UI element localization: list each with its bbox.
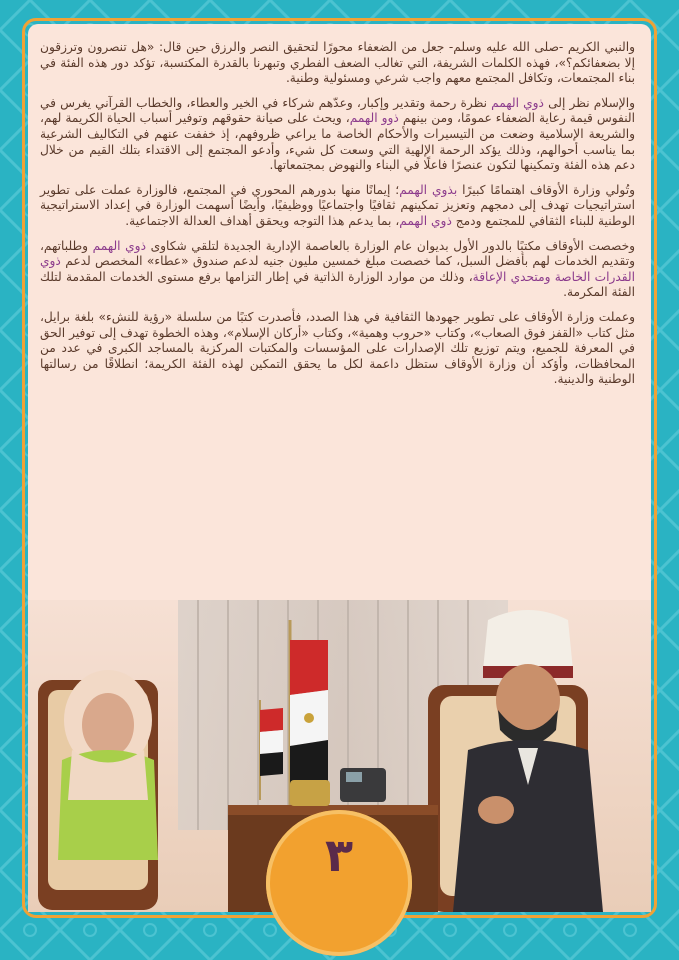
text-segment: ، ويحث على صيانة حقوقهم وتوفير أسباب الحياة الكريمة لهم، والشريعة الإسلامية وضعت من التيسيرات والأحكام الخاصة ما يراعي ظروفهم، إذ خففت عنهم في التكاليف الشرعية بما يناسب أحوالهم، وذلك يؤكد الرحمة الإلهية التي وسعت كل شيء، وأدعو المجتمع إلى الاقتداء بتلك القيم من خلال دعم هذه الفئة وتمكينها لتكون عنصرًا فاعلًا في البناء والنهوض بمجتمعاتها. bbox=[40, 111, 635, 173]
text-segment: والإسلام نظر إلى bbox=[543, 95, 635, 110]
text-segment: وتُولي وزارة الأوقاف اهتمامًا كبيرًا bbox=[457, 182, 635, 197]
text-segment: نظرة رحمة وتقدير وإكبار، وعدّهم شركاء في الخير والعطاء، والخطاب القرآني يغرس في النفوس قيمة رعاية الضعفاء عمومًا، ومن بينهم bbox=[40, 95, 635, 126]
highlighted-term: بذوي الهمم bbox=[399, 182, 458, 197]
text-segment: وخصصت الأوقاف مكتبًا بالدور الأول بديوان عام الوزارة بالعاصمة الإدارية الجديدة لتلقي شكاوى bbox=[146, 238, 635, 253]
highlighted-term: ذوي الهمم bbox=[92, 238, 146, 253]
article-body bbox=[40, 40, 635, 397]
paragraph-2 bbox=[40, 96, 635, 174]
paragraph-1 bbox=[40, 40, 635, 87]
highlighted-term: ذوي الهمم bbox=[491, 95, 544, 110]
highlighted-term: ذوو الهمم bbox=[349, 111, 399, 126]
highlighted-term: ذوي القدرات الخاصة ومتحدي الإعاقة bbox=[40, 254, 635, 284]
text-segment: وطلباتهم، وتقديم الخدمات لهم بأفضل السبل، كما خصصت مبلغ خمسين مليون جنيه لدعم صندوق «عطاء» المخصص لدعم bbox=[40, 238, 635, 269]
paragraph-3 bbox=[40, 183, 635, 230]
paragraph-4 bbox=[40, 239, 635, 301]
text-segment: ، وذلك من موارد الوزارة الذاتية في إطار التزامها برفع مستوى الخدمات المقدمة لتلك الفئة المكرمة. bbox=[40, 269, 635, 300]
text-segment: ؛ إيمانًا منها بدورهم المحوري في المجتمع، فالوزارة عملت على تطوير استراتيجيات تهدف إلى دمجهم وتعزيز تمكينهم ثقافيًا واجتماعيًا ووظيفيًا، وأيضًا أسهمت الوزارة في إعداد الاستراتيجية الوطنية للبناء الثقافي للمجتمع ودمج bbox=[40, 182, 635, 228]
text-segment: والنبي الكريم -صلى الله عليه وسلم- جعل من الضعفاء محورًا لتحقيق النصر والرزق حين قال: «هل تنصرون وترزقون إلا بضعفائكم؟»، فهذه الكلمات الشريفة، التي تغالب الضعف الفطري وتبهرنا بالقدرة المكتسبة، تؤكد دور هذه الفئة في بناء المجتمعات، وتكافل المجتمع معهم واجب شرعي ومسئولية وطنية. bbox=[40, 40, 635, 86]
text-segment: ، بما يدعم هذا التوجه ويحقق أهداف العدالة الاجتماعية. bbox=[125, 213, 400, 228]
page-number: ٣ bbox=[324, 828, 354, 882]
page-number-badge bbox=[266, 810, 412, 956]
text-segment: وعملت وزارة الأوقاف على تطوير جهودها الثقافية في هذا الصدد، فأصدرت كتبًا من سلسلة «رؤية للنشء» بلغة برايل، مثل كتاب «القفز فوق الصعاب»، وكتاب «حروب وهمية»، وكتاب «أركان الإسلام»، وهذه الخطوة تهدف إلى توفير الحق في المعرفة للجميع، ويتم توزيع تلك الإصدارات على المؤسسات والمكتبات المركزية بالمساجد الكبرى في عدد من المحافظات، وأؤكد أن وزارة الأوقاف ستظل داعمة لكل ما يحقق التمكين لهذه الفئة الكريمة؛ انطلاقًا من رسالتها الوطنية والدينية. bbox=[40, 309, 635, 387]
highlighted-term: ذوي الهمم bbox=[399, 213, 452, 228]
paragraph-5 bbox=[40, 310, 635, 388]
